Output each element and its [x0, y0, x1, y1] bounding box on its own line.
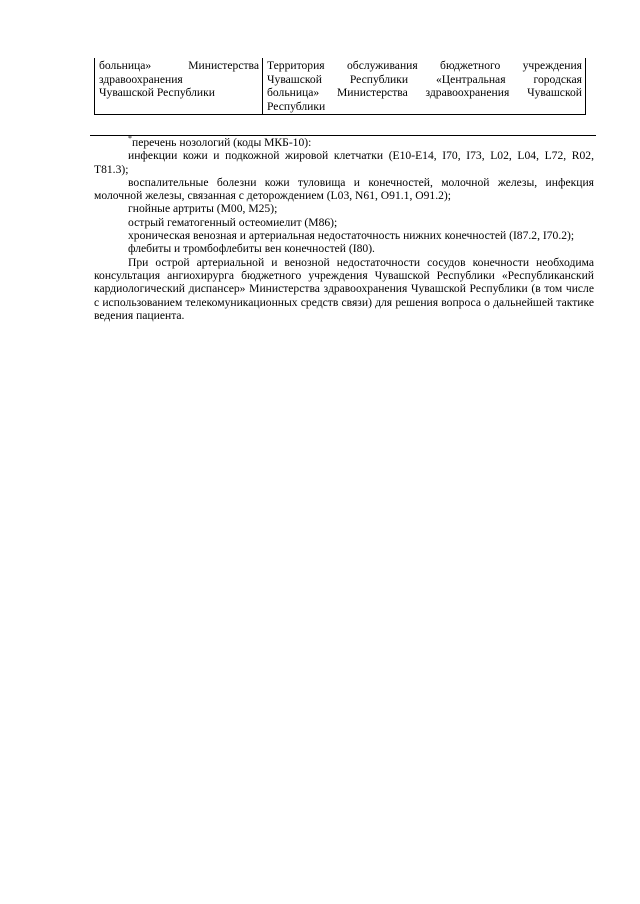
nosology-item: воспалительные болезни кожи туловища и конечностей, молочной железы, инфекция молочной железы, связанная с деторождением (L03, N61, O91.1, O91.2);	[94, 175, 594, 203]
footnote-heading	[94, 136, 594, 149]
cell-text-line: больница» Министерства здравоохранения Чувашской	[267, 86, 582, 100]
nosology-item: острый гематогенный остеомиелит (M86);	[128, 215, 338, 229]
table-cell-territory	[263, 58, 586, 115]
cell-text-line: Чувашской Республики «Центральная городская	[267, 72, 582, 86]
cell-text-line: больница» Министерства	[99, 59, 259, 72]
facility-table	[94, 58, 586, 115]
nosology-item: гнойные артриты (M00, M25);	[128, 202, 278, 216]
footnote-block	[94, 136, 594, 322]
nosology-item: флебиты и тромбофлебиты вен конечностей (I80).	[128, 242, 375, 256]
footnote-mark: *	[128, 134, 132, 144]
cell-text-line: Республики	[267, 99, 326, 113]
table-row	[95, 58, 586, 115]
nosology-item: инфекции кожи и подкожной жировой клетчатки (Е10-Е14, I70, I73, L02, L04, L72, R02, T81.3);	[94, 149, 594, 176]
cell-text-line: Территория обслуживания бюджетного учреждения	[267, 59, 582, 72]
cell-text-line: Чувашской Республики	[99, 86, 215, 100]
footnote-heading-text: перечень нозологий (коды МКБ-10):	[132, 136, 312, 149]
table-cell-facility	[95, 58, 263, 115]
cell-text-line: здравоохранения	[99, 72, 183, 86]
closing-paragraph: При острой артериальной и венозной недостаточности сосудов конечности необходима консультация ангиохирурга бюджетного учреждения Чувашской Республики «Республиканский кардиологический диспансер» Министерства здравоохранения Чувашской Республики (в том числе с использованием телекомуникационных средств связи) для решения вопроса о дальнейшей тактике ведения пациента.	[94, 255, 594, 322]
nosology-item: хроническая венозная и артериальная недостаточность нижних конечностей (I87.2, I70.2);	[128, 229, 575, 243]
